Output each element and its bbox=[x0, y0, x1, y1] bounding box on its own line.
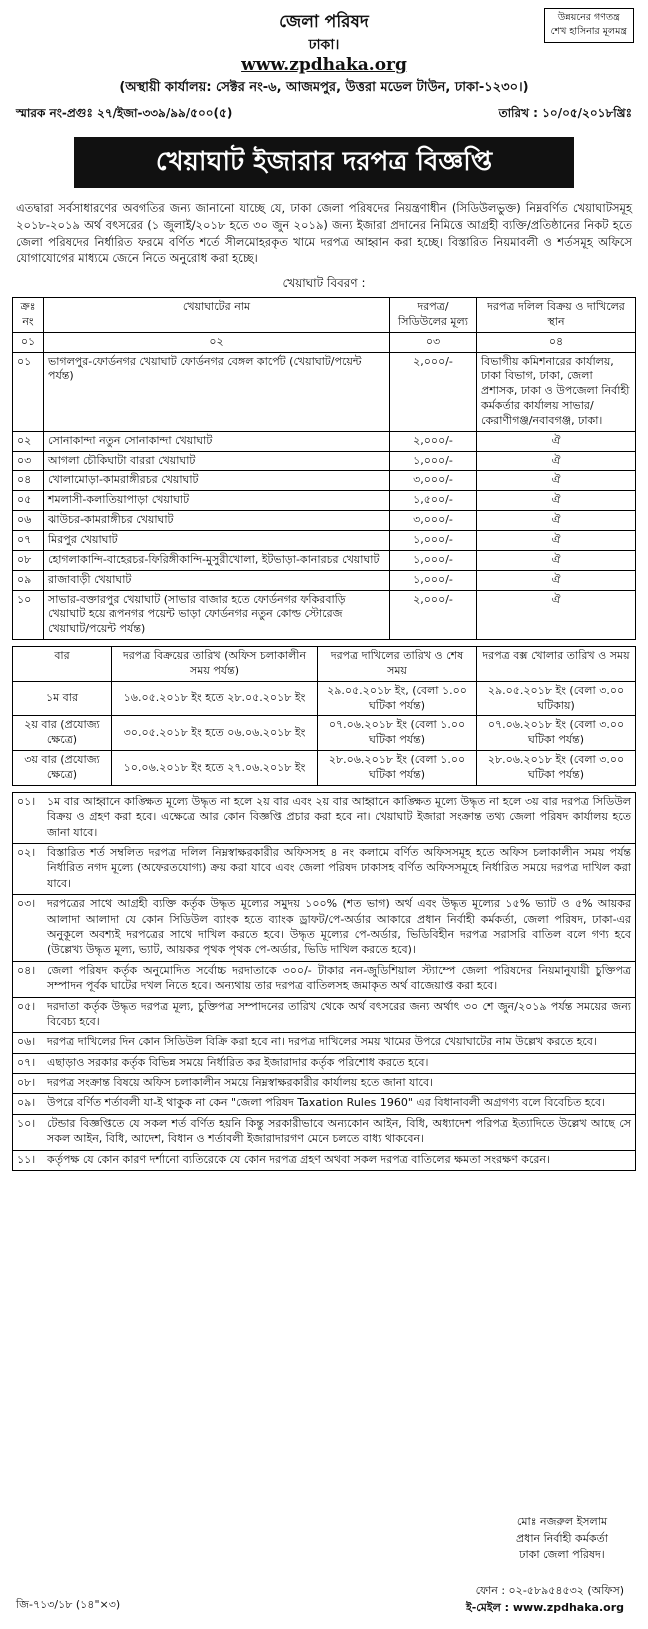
condition-number: ০১। bbox=[17, 794, 36, 808]
row-price: ২,০০০/- bbox=[390, 352, 477, 431]
row-price: ১,০০০/- bbox=[390, 451, 477, 471]
row-place: বিভাগীয় কমিশনারের কার্যালয়, ঢাকা বিভাগ, ঢাকা, জেলা প্রশাসক, ঢাকা ও উপজেলা নির্বাহী কর্মকর্তার কার্যালয় সাভার/কেরাণীগঞ্জ/নবাবগঞ্জ, ঢাকা। bbox=[477, 352, 636, 431]
sched-open: ২৮.০৬.২০১৮ ইং (বেলা ৩.০০ ঘটিকা পর্যন্ত) bbox=[477, 751, 636, 786]
contact-block bbox=[466, 1583, 624, 1616]
condition-number: ১১। bbox=[17, 1152, 36, 1166]
row-place: ঐ bbox=[477, 451, 636, 471]
condition-item bbox=[13, 1073, 635, 1093]
sched-submit: ২৯.০৫.২০১৮ ইং, (বেলা ১.০০ ঘটিকা পর্যন্ত) bbox=[318, 681, 477, 716]
row-price: ১,০০০/- bbox=[390, 531, 477, 551]
row-ghat-name: আগলা চৌকিঘাটা বাররা খেয়াঘাট bbox=[44, 451, 390, 471]
sched-header-submit: দরপত্র দাখিলের তারিখ ও শেষ সময় bbox=[318, 647, 477, 682]
row-serial: ১০ bbox=[13, 590, 44, 640]
row-serial: ০৭ bbox=[13, 531, 44, 551]
col-number: ০৩ bbox=[390, 332, 477, 352]
slogan-line-2: শেখ হাসিনার মূলমন্ত্র bbox=[550, 26, 627, 38]
condition-text: এছাড়াও সরকার কর্তৃক বিভিন্ন সময়ে নির্ধারিত কর ইজারাদার কর্তৃক পরিশোধ করতে হবে। bbox=[47, 1055, 429, 1069]
col-number: ০২ bbox=[44, 332, 390, 352]
condition-item bbox=[13, 1114, 635, 1150]
condition-number: ০৫। bbox=[17, 999, 36, 1013]
row-ghat-name: ভাগলপুর-ফোর্ডনগর খেয়াঘাট ফোর্ডনগর বেঙ্গল কার্পেট (খেয়াঘাট/পয়েন্ট পর্যন্ত) bbox=[44, 352, 390, 431]
condition-item bbox=[13, 997, 635, 1033]
row-price: ১,৫০০/- bbox=[390, 491, 477, 511]
notice-date: তারিখ : ১০/০৫/২০১৮খ্রিঃ bbox=[498, 105, 632, 120]
row-place: ঐ bbox=[477, 531, 636, 551]
col-number: ০৪ bbox=[477, 332, 636, 352]
table-row bbox=[13, 590, 636, 640]
sched-header-sale: দরপত্র বিক্রয়ের তারিখ (অফিস চলাকালীন সময় পর্যন্ত) bbox=[112, 647, 318, 682]
row-price: ৩,০০০/- bbox=[390, 511, 477, 531]
condition-text: ১ম বার আহ্বানে কাঙ্ক্ষিত মূল্যে উদ্ধৃত না হলে ২য় বার এবং ২য় বার আহ্বানে কাঙ্ক্ষিত মূল্যে উদ্ধৃত না হলে ৩য় বার দরপত্র সিডিউল বিক্রয় ও গ্রহণ করা হবে। এক্ষেত্রে আর কোন বিজ্ঞপ্তি প্রচার করা হবে না। খেয়াঘাট ইজারা সংক্রান্ত তথ্য জেলা পরিষদ কার্যালয় হতে জানা যাবে। bbox=[47, 794, 631, 839]
row-place: ঐ bbox=[477, 550, 636, 570]
website-link[interactable]: www.zpdhaka.org bbox=[241, 55, 407, 76]
condition-item bbox=[13, 1150, 635, 1170]
schedule-header bbox=[13, 647, 636, 682]
row-place: ঐ bbox=[477, 491, 636, 511]
row-price: ১,০০০/- bbox=[390, 570, 477, 590]
condition-item bbox=[13, 1053, 635, 1073]
sched-round: ১ম বার bbox=[13, 681, 112, 716]
row-place: ঐ bbox=[477, 570, 636, 590]
table-row bbox=[13, 431, 636, 451]
conditions-list bbox=[12, 792, 636, 1171]
row-ghat-name: ঝাউচর-কামরাঙ্গীচর খেয়াঘাট bbox=[44, 511, 390, 531]
col-number: ০১ bbox=[13, 332, 44, 352]
row-place: ঐ bbox=[477, 590, 636, 640]
slogan-line-1: উন্নয়নের গণতন্ত্র bbox=[557, 12, 620, 23]
condition-item bbox=[13, 894, 635, 961]
row-ghat-name: রাজাবাড়ী খেয়াঘাট bbox=[44, 570, 390, 590]
row-ghat-name: সাভার-বক্তারপুর খেয়াঘাট (সাভার বাজার হতে ফোর্ডনগর ফকিরবাড়ি খেয়াঘাট হয়ে রূপনগর পয়েন্ট ভাড়া ফোর্ডনগর নতুন কোল্ড স্টোরেজ খেয়াঘাট/পয়েন্ট পর্যন্ত) bbox=[44, 590, 390, 640]
table-row bbox=[13, 550, 636, 570]
row-price: ১,০০০/- bbox=[390, 550, 477, 570]
condition-text: দরপত্রের সাথে আগ্রহী ব্যক্তি কর্তৃক উদ্ধৃত মূল্যের সমুদয় ১০০% (শত ভাগ) অর্থ এবং উদ্ধৃত মূল্যের ১৫% ভ্যাট ও ৫% আয়কর আলাদা আলাদা যে কোন সিডিউল ব্যাংক হতে ব্যাংক ড্রাফট/পে-অর্ডার আকারে প্রধান নির্বাহী কর্মকর্তা, জেলা পরিষদ, ঢাকা-এর অনুকূলে অবশ্যই দরপত্রের সাথে দাখিল করতে হবে। উদ্ধৃত মূল্যের পে-অর্ডার, ভিডিবিহীন দরপত্র সরাসরি বাতিল বলে গণ্য হবে (উল্লেখ্য উদ্ধৃত মূল্য, ভ্যাট, আয়কর পৃথক পৃথক পে-অর্ডার, ভিডি দাখিল করতে হবে)। bbox=[47, 897, 631, 957]
signatory-name: মোঃ নজরুল ইসলাম bbox=[516, 1515, 608, 1528]
sched-sale: ১০.০৬.২০১৮ ইং হতে ২৭.০৬.২০১৮ ইং bbox=[112, 751, 318, 786]
row-serial: ০৫ bbox=[13, 491, 44, 511]
signatory-office: ঢাকা জেলা পরিষদ। bbox=[519, 1548, 605, 1561]
table-row bbox=[13, 352, 636, 431]
condition-item bbox=[13, 1032, 635, 1052]
row-ghat-name: শমলাসী-কলাতিয়াপাড়া খেয়াঘাট bbox=[44, 491, 390, 511]
sched-open: ০৭.০৬.২০১৮ ইং (বেলা ৩.০০ ঘটিকা পর্যন্ত) bbox=[477, 716, 636, 751]
office-address: (অস্থায়ী কার্যালয়: সেক্টর নং-৬, আজমপুর, উত্তরা মডেল টাউন, ঢাকা-১২৩০।) bbox=[119, 80, 529, 96]
govt-ad-code: জি-৭১৩/১৮ (১৪"×৩) bbox=[16, 1598, 121, 1611]
condition-text: টেন্ডার বিজ্ঞপ্তিতে যে সকল শর্ত বর্ণিত হয়নি কিন্তু সরকারীভাবে অন্যকোন আইন, বিধি, অধ্যাদেশ পরিপত্র ইত্যাদিতে উল্লেখ আছে সে সকল আইন, বিধি, আদেশ, বিধান ও শর্তাবলী ইজারাদারগণ মেনে চলতে বাধ্য থাকবেন। bbox=[47, 1116, 631, 1146]
ghat-table-header bbox=[13, 298, 636, 333]
condition-text: কর্তৃপক্ষ যে কোন কারণ দর্শানো ব্যতিরেকে যে কোন দরপত্র গ্রহণ অথবা সকল দরপত্র বাতিলের ক্ষমতা সংরক্ষণ করেন। bbox=[47, 1152, 550, 1166]
condition-item bbox=[13, 1093, 635, 1113]
schedule-row bbox=[13, 751, 636, 786]
condition-text: দরদাতা কর্তৃক উদ্ধৃত দরপত্র মূল্য, চুক্তিপত্র সম্পাদনের তারিখ থেকে অর্থ বৎসরের জন্য অর্থাৎ ৩০ শে জুন/২০১৯ পর্যন্ত সময়ের জন্য বিবেচ্য হবে। bbox=[47, 999, 631, 1028]
condition-text: দরপত্র সংক্রান্ত বিষয়ে অফিস চলাকালীন সময়ে নিম্নস্বাক্ষরকারীর কার্যালয় হতে জানা যাবে। bbox=[47, 1076, 434, 1090]
condition-number: ০৭। bbox=[17, 1055, 36, 1069]
col-header-price: দরপত্র/ সিডিউলের মূল্য bbox=[390, 298, 477, 333]
table-row bbox=[13, 491, 636, 511]
memo-number: স্মারক নং-প্রগুঃ ২৭/ইজা-৩৩৯/৯৯/৫০০(৫) bbox=[16, 105, 233, 120]
schedule-row bbox=[13, 716, 636, 751]
row-ghat-name: সোনাকান্দা নতুন সোনাকান্দা খেয়াঘাট bbox=[44, 431, 390, 451]
condition-item bbox=[13, 843, 635, 894]
phone-number: ফোন : ০২-৫৮৯৫৪৫৩২ (অফিস) bbox=[475, 1584, 624, 1597]
row-serial: ০৯ bbox=[13, 570, 44, 590]
signature-block bbox=[516, 1514, 608, 1564]
sched-submit: ২৮.০৬.২০১৮ ইং (বেলা ১.০০ ঘটিকা পর্যন্ত) bbox=[318, 751, 477, 786]
row-place: ঐ bbox=[477, 431, 636, 451]
sched-header-round: বার bbox=[13, 647, 112, 682]
sched-open: ২৯.০৫.২০১৮ ইং (বেলা ৩.০০ ঘটিকায়) bbox=[477, 681, 636, 716]
sched-sale: ১৬.০৫.২০১৮ ইং হতে ২৮.০৫.২০১৮ ইং bbox=[112, 681, 318, 716]
letterhead bbox=[12, 10, 636, 97]
sched-header-open: দরপত্র বক্স খোলার তারিখ ও সময় bbox=[477, 647, 636, 682]
condition-item bbox=[13, 792, 635, 843]
ghat-subtitle: খেয়াঘাট বিবরণ : bbox=[282, 275, 366, 290]
sched-sale: ৩০.০৫.২০১৮ ইং হতে ০৬.০৬.২০১৮ ইং bbox=[112, 716, 318, 751]
table-row bbox=[13, 451, 636, 471]
condition-text: বিস্তারিত শর্ত সম্বলিত দরপত্র দলিল নিম্নস্বাক্ষরকারীর অফিসসহ ৪ নং কলামে বর্ণিত অফিসসমূহ হতে অফিস চলাকালীন সময় পর্যন্ত নির্ধারিত নগদ মূল্যে (অফেরতযোগ্য) ক্রয় করা যাবে এবং জেলা পরিষদ ঢাকাসহ বর্ণিত অফিসসমূহে নির্ধারিত সময়ে দরপত্র দাখিল করা যাবে। bbox=[47, 845, 631, 890]
row-ghat-name: মিরপুর খেয়াঘাট bbox=[44, 531, 390, 551]
slogan-box bbox=[544, 8, 634, 43]
condition-number: ০৪। bbox=[17, 963, 36, 977]
row-serial: ০১ bbox=[13, 352, 44, 431]
condition-text: জেলা পরিষদ কর্তৃক অনুমোদিত সর্বোচ্চ দরদাতাকে ৩০০/- টাকার নন-জুডিশিয়াল স্ট্যাম্পে জেলা পরিষদের নিয়মানুযায়ী চুক্তিপত্র সম্পাদন পূর্বক ঘাটের দখল নিতে হবে। অন্যথায় তার দরপত্র বাতিলসহ জমাকৃত অর্থ বাজেয়াপ্ত করা হবে। bbox=[47, 963, 631, 993]
row-price: ৩,০০০/- bbox=[390, 471, 477, 491]
col-header-place: দরপত্র দলিল বিক্রয় ও দাখিলের স্থান bbox=[477, 298, 636, 333]
table-row bbox=[13, 531, 636, 551]
condition-number: ০৮। bbox=[17, 1076, 36, 1090]
row-ghat-name: খোলামোড়া-কামরাঙ্গীরচর খেয়াঘাট bbox=[44, 471, 390, 491]
col-header-serial: ক্রঃ নং bbox=[13, 298, 44, 333]
condition-number: ০৯। bbox=[17, 1096, 36, 1110]
sched-submit: ০৭.০৬.২০১৮ ইং (বেলা ১.০০ ঘটিকা পর্যন্ত) bbox=[318, 716, 477, 751]
ghat-col-number-row bbox=[13, 332, 636, 352]
row-ghat-name: হোগলাকান্দি-বাহেরচর-ফিরিঙ্গীকান্দি-মুসুরীখোলা, ইটভাড়া-কানারচর খেয়াঘাট bbox=[44, 550, 390, 570]
condition-item bbox=[13, 961, 635, 997]
row-serial: ০৪ bbox=[13, 471, 44, 491]
condition-number: ১০। bbox=[17, 1116, 36, 1130]
notice-title: খেয়াঘাট ইজারার দরপত্র বিজ্ঞপ্তি bbox=[74, 137, 574, 188]
condition-number: ০৬। bbox=[17, 1035, 36, 1049]
schedule-table bbox=[12, 646, 636, 786]
city-name: ঢাকা। bbox=[308, 36, 340, 53]
row-place: ঐ bbox=[477, 471, 636, 491]
row-price: ২,০০০/- bbox=[390, 431, 477, 451]
table-row bbox=[13, 570, 636, 590]
row-serial: ০৩ bbox=[13, 451, 44, 471]
row-price: ২,০০০/- bbox=[390, 590, 477, 640]
table-row bbox=[13, 511, 636, 531]
condition-text: দরপত্র দাখিলের দিন কোন সিডিউল বিক্রি করা হবে না। দরপত্র দাখিলের সময় খামের উপরে খেয়াঘাটের নাম উল্লেখ করতে হবে। bbox=[47, 1035, 597, 1049]
reference-row bbox=[12, 105, 636, 121]
table-row bbox=[13, 471, 636, 491]
col-header-name: খেয়াঘাটের নাম bbox=[44, 298, 390, 333]
org-name: জেলা পরিষদ bbox=[279, 12, 369, 32]
ghat-table bbox=[12, 297, 636, 640]
condition-text: উপরে বর্ণিত শর্তাবলী যা-ই থাকুক না কেন "জেলা পরিষদ Taxation Rules 1960" এর বিধানাবলী অগ্রগণ্য বলে বিবেচিত হবে। bbox=[47, 1096, 606, 1110]
row-serial: ০৮ bbox=[13, 550, 44, 570]
sched-round: ৩য় বার (প্রযোজ্য ক্ষেত্রে) bbox=[13, 751, 112, 786]
row-serial: ০৬ bbox=[13, 511, 44, 531]
sched-round: ২য় বার (প্রযোজ্য ক্ষেত্রে) bbox=[13, 716, 112, 751]
signatory-designation: প্রধান নির্বাহী কর্মকর্তা bbox=[515, 1531, 608, 1545]
row-serial: ০২ bbox=[13, 431, 44, 451]
schedule-row bbox=[13, 681, 636, 716]
email-address[interactable]: ই-মেইল : www.zpdhaka.org bbox=[466, 1600, 624, 1614]
row-place: ঐ bbox=[477, 511, 636, 531]
condition-number: ০২। bbox=[17, 845, 36, 859]
intro-paragraph: এতদ্বারা সর্বসাধারণের অবগতির জন্য জানানো যাচ্ছে যে, ঢাকা জেলা পরিষদের নিয়ন্ত্রণাধীন (সিডিউলভুক্ত) নিম্নবর্ণিত খেয়াঘাটসমূহ ২০১৮-২০১৯ অর্থ বৎসরের (১ জুলাই/২০১৮ হতে ৩০ জুন ২০১৯) জন্য ইজারা প্রদানের নিমিত্তে আগ্রহী ব্যক্তি/প্রতিষ্ঠানের নিকট হতে জেলা পরিষদের নির্ধারিত ফরমে বর্ণিত শর্তে সীলমোহরকৃত খামে দরপত্র আহ্বান করা হচ্ছে। বিস্তারিত নিয়মাবলী ও শর্তসমূহ অফিসে যোগাযোগের মাধ্যমে জেনে নিতে অনুরোধ করা হচ্ছে। bbox=[16, 201, 632, 266]
condition-number: ০৩। bbox=[17, 897, 36, 911]
